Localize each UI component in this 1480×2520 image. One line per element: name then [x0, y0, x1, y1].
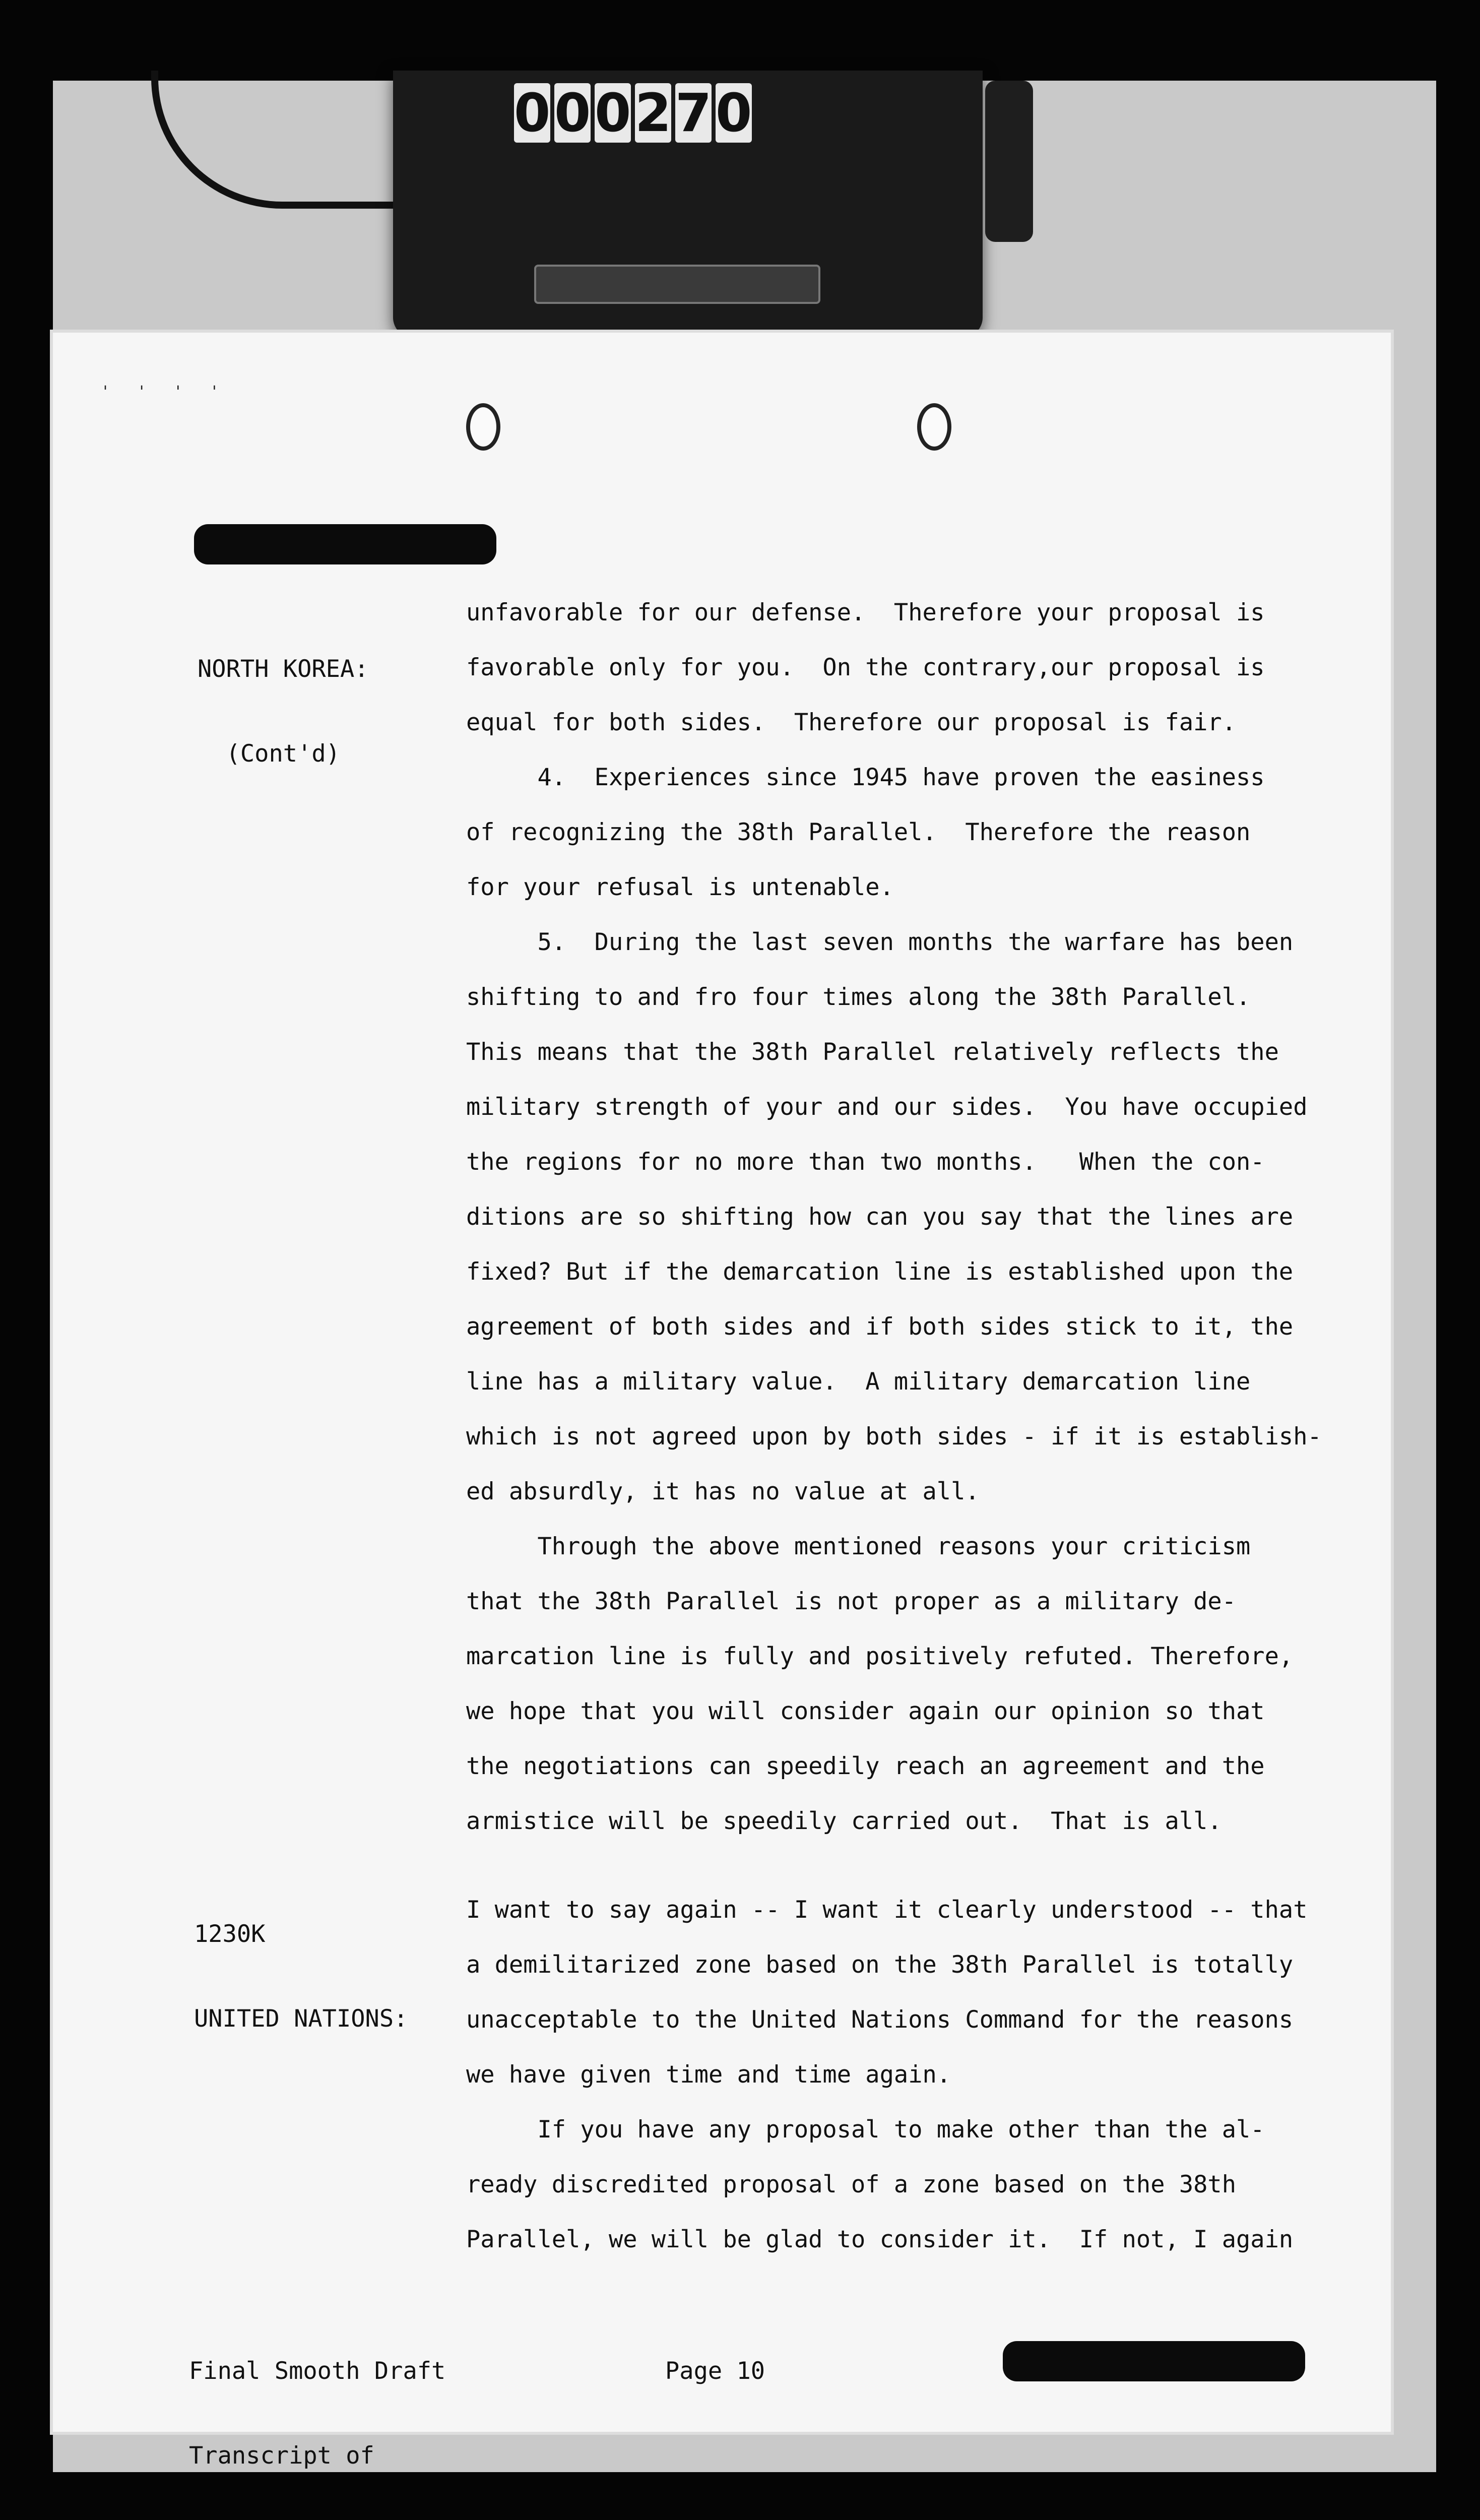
text-line: fixed? But if the demarcation line is established upon the [466, 1258, 1294, 1286]
text-line: we have given time and time again. [466, 2061, 951, 2089]
text-line: ready discredited proposal of a zone based on the 38th [466, 2171, 1237, 2198]
counter-nameplate [534, 265, 820, 304]
time-stamp: 1230K [194, 1920, 266, 1948]
punch-hole-right [917, 403, 951, 451]
text-line: of recognizing the 38th Parallel. Therefore the reason [466, 818, 1251, 846]
speaker-label-united-nations [194, 1864, 408, 2061]
redaction-bar-top [194, 524, 496, 564]
text-line: ditions are so shifting how can you say that the lines are [466, 1203, 1294, 1231]
text-line: armistice will be speedily carried out. That is all. [466, 1807, 1222, 1835]
text-line: that the 38th Parallel is not proper as a military de- [466, 1588, 1237, 1615]
text-line: If you have any proposal to make other than the al- [466, 2116, 1265, 2144]
speaker-label-north-korea [198, 599, 369, 796]
footer-line: Final Smooth Draft [189, 2357, 446, 2385]
speaker-line: (Cont'd) [198, 740, 340, 768]
page-number: Page 10 [665, 2357, 765, 2385]
text-line: ed absurdly, it has no value at all. [466, 1478, 980, 1505]
counter-digit: 0 [595, 82, 631, 144]
text-line: we hope that you will consider again our opinion so that [466, 1697, 1265, 1725]
text-line: favorable only for you. On the contrary,our proposal is [466, 654, 1265, 681]
speaker-line: UNITED NATIONS: [194, 2005, 408, 2033]
text-line: This means that the 38th Parallel relatively reflects the [466, 1038, 1279, 1066]
text-line: 5. During the last seven months the warfare has been [466, 928, 1294, 956]
counter-digit: 0 [716, 82, 752, 144]
text-line: unfavorable for our defense. Therefore your proposal is [466, 599, 1265, 626]
counter-digit: 0 [514, 82, 551, 144]
text-line: I want to say again -- I want it clearly understood -- that [466, 1896, 1308, 1924]
text-line: Through the above mentioned reasons your criticism [466, 1533, 1251, 1560]
text-line: shifting to and fro four times along the 38th Parallel. [466, 983, 1251, 1011]
text-line: a demilitarized zone based on the 38th Parallel is totally [466, 1951, 1294, 1979]
text-line: line has a military value. A military demarcation line [466, 1368, 1251, 1396]
text-line: which is not agreed upon by both sides - if it is establish- [466, 1423, 1322, 1451]
text-line: agreement of both sides and if both sides stick to it, the [466, 1313, 1294, 1341]
counter-knob [985, 81, 1033, 242]
counter-digit: 2 [635, 82, 672, 144]
frame-counter [514, 83, 752, 144]
text-line: Parallel, we will be glad to consider it. If not, I again [466, 2226, 1294, 2253]
counter-digit: 7 [675, 82, 712, 144]
counter-digit: 0 [554, 82, 591, 144]
footer-line: Transcript of [189, 2442, 374, 2470]
text-line: the negotiations can speedily reach an agreement and the [466, 1752, 1265, 1780]
text-line: equal for both sides. Therefore our proposal is fair. [466, 709, 1237, 736]
text-line: unacceptable to the United Nations Command for the reasons [466, 2006, 1294, 2034]
footer-document-info [189, 2301, 545, 2520]
text-line: the regions for no more than two months. When the con- [466, 1148, 1265, 1176]
margin-ticks: ' ' ' ' [101, 383, 228, 401]
text-line: for your refusal is untenable. [466, 873, 894, 901]
text-line: marcation line is fully and positively refuted. Therefore, [466, 1643, 1294, 1670]
speaker-line: NORTH KOREA: [198, 655, 369, 683]
text-line: military strength of your and our sides. You have occupied [466, 1093, 1308, 1121]
text-line: 4. Experiences since 1945 have proven the easiness [466, 764, 1265, 791]
punch-hole-left [466, 403, 500, 451]
redaction-bar-bottom [1003, 2341, 1305, 2381]
